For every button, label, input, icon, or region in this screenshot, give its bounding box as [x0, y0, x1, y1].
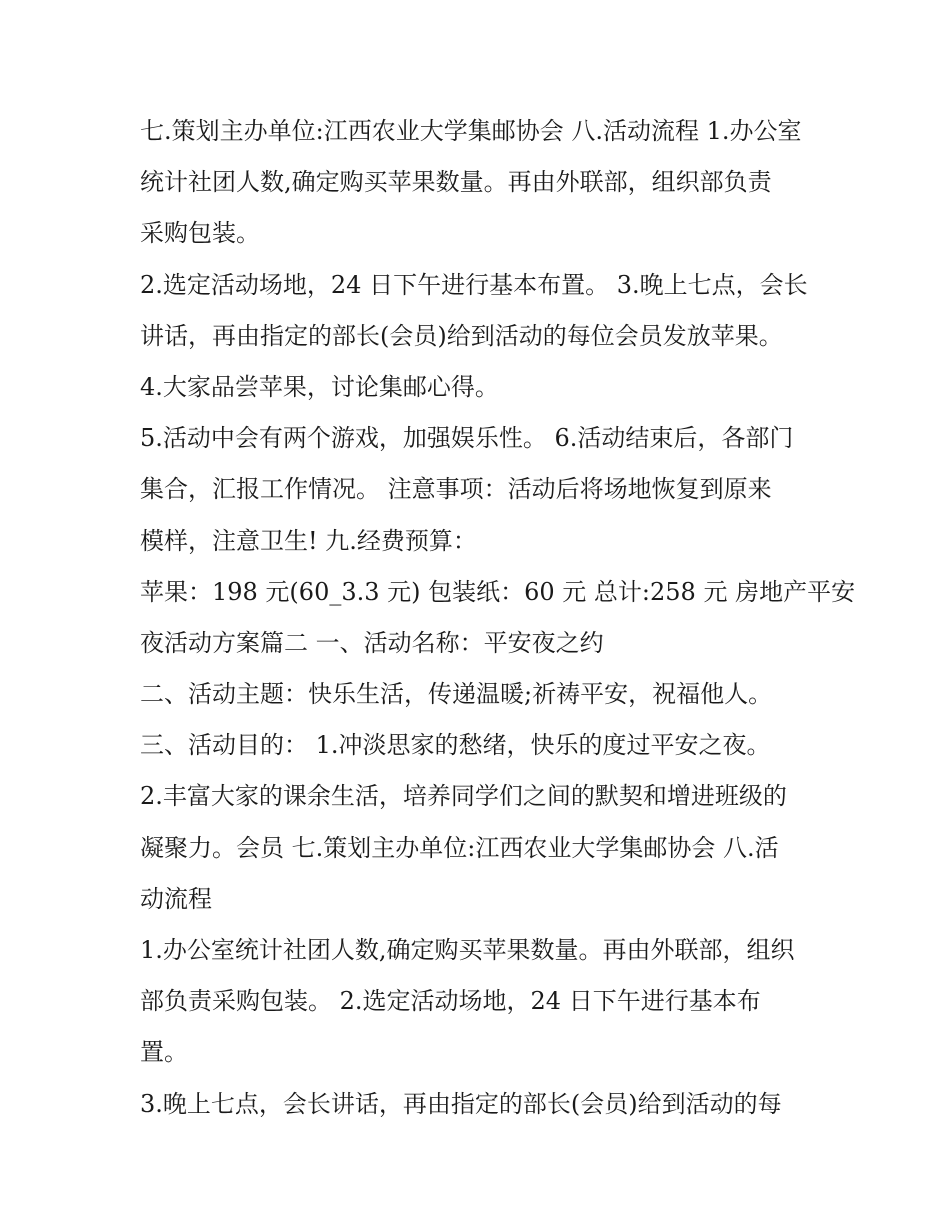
text-line: 模样，注意卫生! 九.经费预算： — [140, 526, 477, 555]
text-line: 部负责采购包装。 2.选定活动场地，24 日下午进行基本布 — [140, 987, 761, 1016]
text-line: 讲话，再由指定的部长(会员)给到活动的每位会员发放苹果。 — [140, 321, 783, 350]
text-line: 置。 — [140, 1038, 188, 1067]
text-line: 3.晚上七点，会长讲话，再由指定的部长(会员)给到活动的每 — [140, 1089, 782, 1118]
text-line: 动流程 — [140, 884, 212, 913]
text-line: 2.丰富大家的课余生活，培养同学们之间的默契和增进班级的 — [140, 782, 787, 811]
text-line: 二、活动主题：快乐生活，传递温暖;祈祷平安，祝福他人。 — [140, 680, 773, 709]
text-line: 苹果：198 元(60_3.3 元) 包装纸：60 元 总计:258 元 房地产平安 — [140, 577, 856, 606]
text-line: 统计社团人数,确定购买苹果数量。再由外联部，组织部负责 — [140, 168, 772, 197]
text-line: 1.办公室统计社团人数,确定购买苹果数量。再由外联部，组织 — [140, 936, 795, 964]
text-line: 2.选定活动场地，24 日下午进行基本布置。 3.晚上七点，会长 — [140, 270, 808, 299]
text-line: 5.活动中会有两个游戏，加强娱乐性。 6.活动结束后，各部门 — [140, 424, 794, 453]
text-line: 七.策划主办单位:江西农业大学集邮协会 八.活动流程 1.办公室 — [140, 117, 802, 145]
text-line: 凝聚力。会员 七.策划主办单位:江西农业大学集邮协会 八.活 — [140, 833, 779, 862]
text-line: 采购包装。 — [140, 219, 260, 248]
text-line: 三、活动目的： 1.冲淡思家的愁绪，快乐的度过平安之夜。 — [140, 731, 771, 760]
text-line: 4.大家品尝苹果，讨论集邮心得。 — [140, 372, 499, 401]
text-line: 集合，汇报工作情况。 注意事项：活动后将场地恢复到原来 — [140, 475, 772, 504]
document-body — [140, 106, 856, 1130]
text-line: 夜活动方案篇二 一、活动名称：平安夜之约 — [140, 628, 604, 657]
